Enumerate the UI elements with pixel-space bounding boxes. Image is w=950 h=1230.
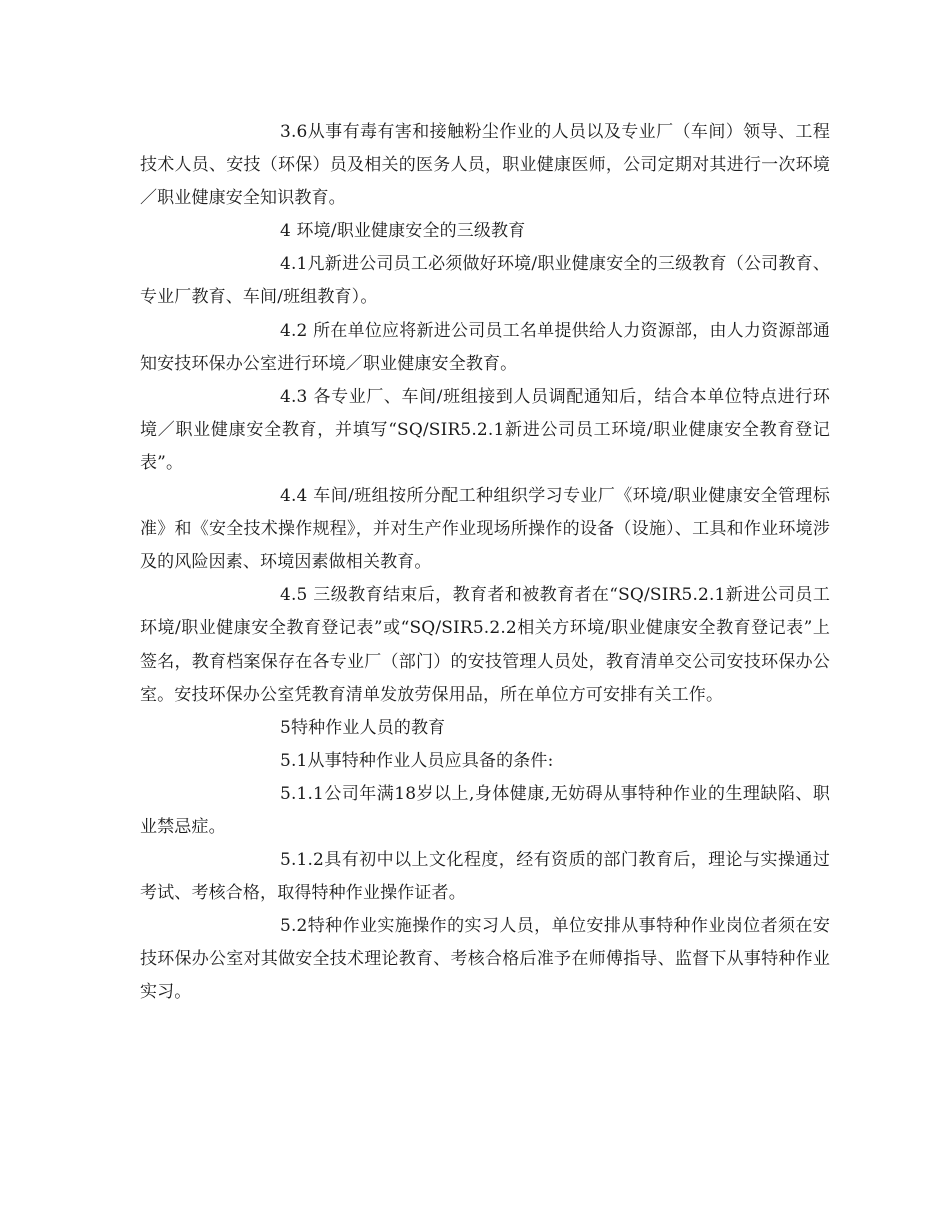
- paragraph-4-4: 4.4 车间/班组按所分配工种组织学习专业厂《环境/职业健康安全管理标准》和《安全技术操作规程》，并对生产作业现场所操作的设备（设施）、工具和作业环境涉及的风险因素、环境因素做相关教育。: [140, 486, 830, 573]
- paragraph-5-1: 5.1从事特种作业人员应具备的条件:: [280, 750, 554, 771]
- paragraph-4-5: 4.5 三级教育结束后，教育者和被教育者在“SQ/SIR5.2.1新进公司员工环境/职业健康安全教育登记表”或“SQ/SIR5.2.2相关方环境/职业健康安全教育登记表”上签名，教育档案保存在各专业厂（部门）的安技管理人员处，教育清单交公司安技环保办公室。安技环保办公室凭教育清单发放劳保用品，所在单位方可安排有关工作。: [140, 585, 830, 705]
- paragraph-3-6: 3.6从事有毒有害和接触粉尘作业的人员以及专业厂（车间）领导、工程技术人员、安技（环保）员及相关的医务人员，职业健康医师，公司定期对其进行一次环境／职业健康安全知识教育。: [140, 122, 830, 209]
- paragraph-5-1-1: 5.1.1公司年满18岁以上,身体健康,无妨碍从事特种作业的生理缺陷、职业禁忌症。: [140, 783, 830, 837]
- document-body: [140, 116, 830, 1010]
- paragraph-4-1: 4.1凡新进公司员工必须做好环境/职业健康安全的三级教育（公司教育、专业厂教育、车间/班组教育）。: [140, 254, 830, 308]
- section-heading-5: 5特种作业人员的教育: [280, 717, 446, 738]
- paragraph-5-1-2: 5.1.2具有初中以上文化程度，经有资质的部门教育后，理论与实操通过考试、考核合格，取得特种作业操作证者。: [140, 850, 830, 904]
- paragraph-4-2: 4.2 所在单位应将新进公司员工名单提供给人力资源部，由人力资源部通知安技环保办公室进行环境／职业健康安全教育。: [140, 320, 830, 374]
- paragraph-5-2: 5.2特种作业实施操作的实习人员，单位安排从事特种作业岗位者须在安技环保办公室对其做安全技术理论教育、考核合格后准予在师傅指导、监督下从事特种作业实习。: [140, 916, 830, 1003]
- paragraph-4-3: 4.3 各专业厂、车间/班组接到人员调配通知后，结合本单位特点进行环境／职业健康安全教育，并填写“SQ/SIR5.2.1新进公司员工环境/职业健康安全教育登记表”。: [140, 386, 830, 473]
- section-heading-4: 4 环境/职业健康安全的三级教育: [280, 221, 526, 242]
